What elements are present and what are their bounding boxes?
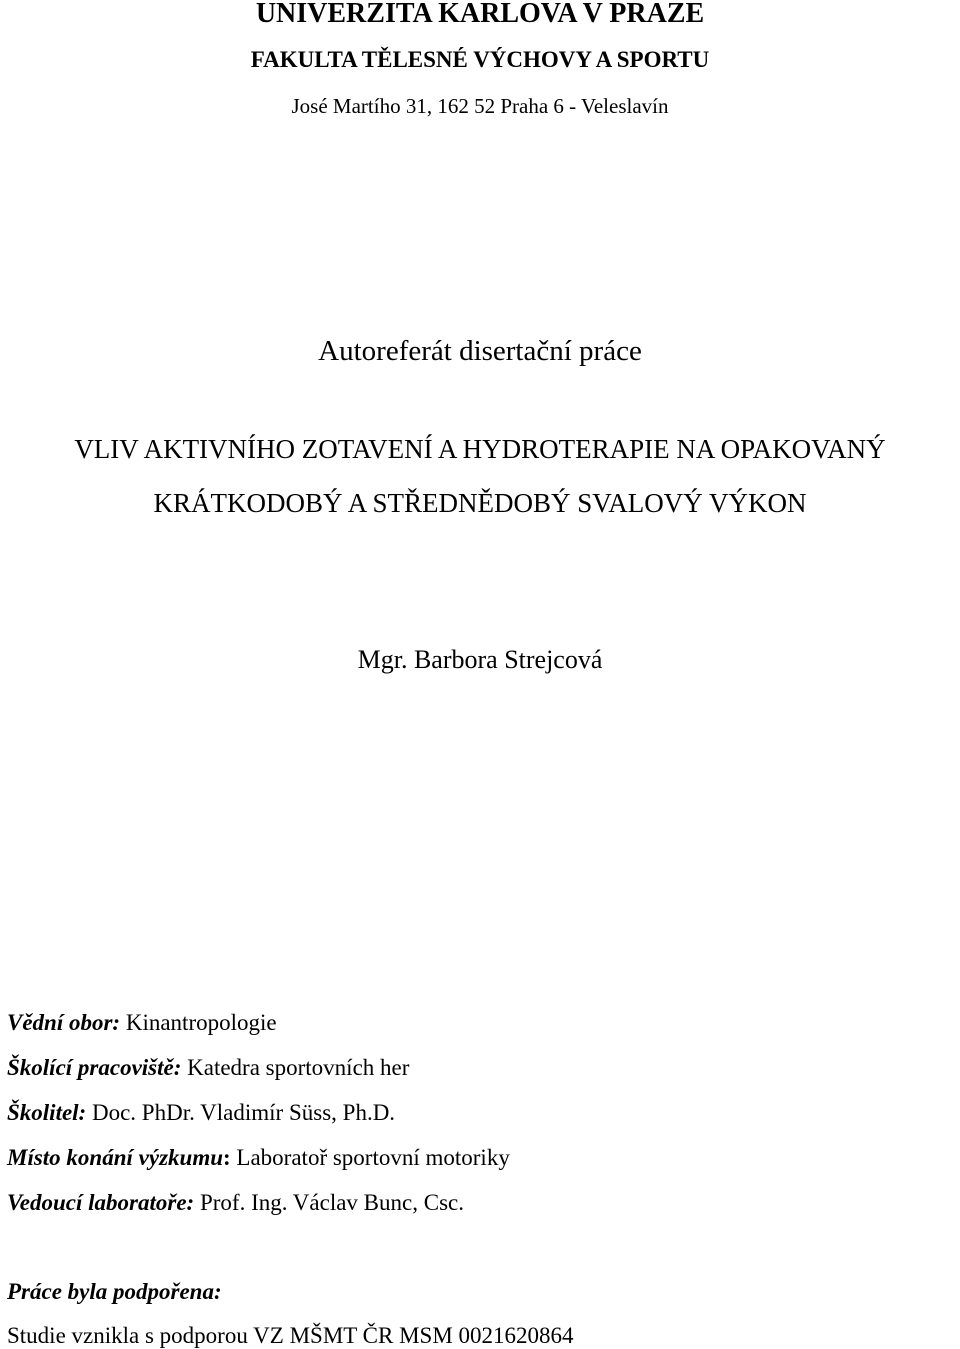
lab-head-label: Vedoucí laboratoře:	[7, 1190, 195, 1215]
supervisor-value: Doc. PhDr. Vladimír Süss, Ph.D.	[86, 1100, 396, 1125]
support-text: Studie vznikla s podporou VZ MŠMT ČR MSM 0021620864	[7, 1323, 574, 1348]
info-field-of-study	[7, 1011, 277, 1034]
info-supervisor	[7, 1101, 395, 1124]
location-value: Laboratoř sportovní motoriky	[230, 1145, 510, 1170]
info-training-workplace	[7, 1056, 409, 1079]
author-name: Mgr. Barbora Strejcová	[357, 645, 603, 674]
workplace-label: Školící pracoviště:	[7, 1055, 182, 1080]
location-label: Místo konání výzkumu	[7, 1145, 223, 1170]
info-lab-head	[7, 1191, 464, 1214]
field-value: Kinantropologie	[120, 1010, 277, 1035]
location-colon: :	[223, 1145, 231, 1170]
faculty-name: FAKULTA TĚLESNÉ VÝCHOVY A SPORTU	[250, 47, 710, 72]
thesis-title-line-2: KRÁTKODOBÝ A STŘEDNĚDOBÝ SVALOVÝ VÝKON	[153, 488, 807, 518]
university-name: UNIVERZITA KARLOVA V PRAZE	[255, 0, 705, 29]
faculty-address: José Martího 31, 162 52 Praha 6 - Veleslavín	[291, 94, 669, 118]
field-label: Vědní obor:	[7, 1010, 121, 1035]
thesis-title-line-1: VLIV AKTIVNÍHO ZOTAVENÍ A HYDROTERAPIE NA OPAKOVANÝ	[74, 434, 886, 464]
info-research-location	[7, 1146, 510, 1169]
workplace-value: Katedra sportovních her	[181, 1055, 410, 1080]
supervisor-label: Školitel:	[7, 1100, 87, 1125]
document-type: Autoreferát disertační práce	[318, 335, 642, 367]
lab-head-value: Prof. Ing. Václav Bunc, Csc.	[194, 1190, 464, 1215]
support-heading: Práce byla podpořena:	[7, 1279, 222, 1304]
